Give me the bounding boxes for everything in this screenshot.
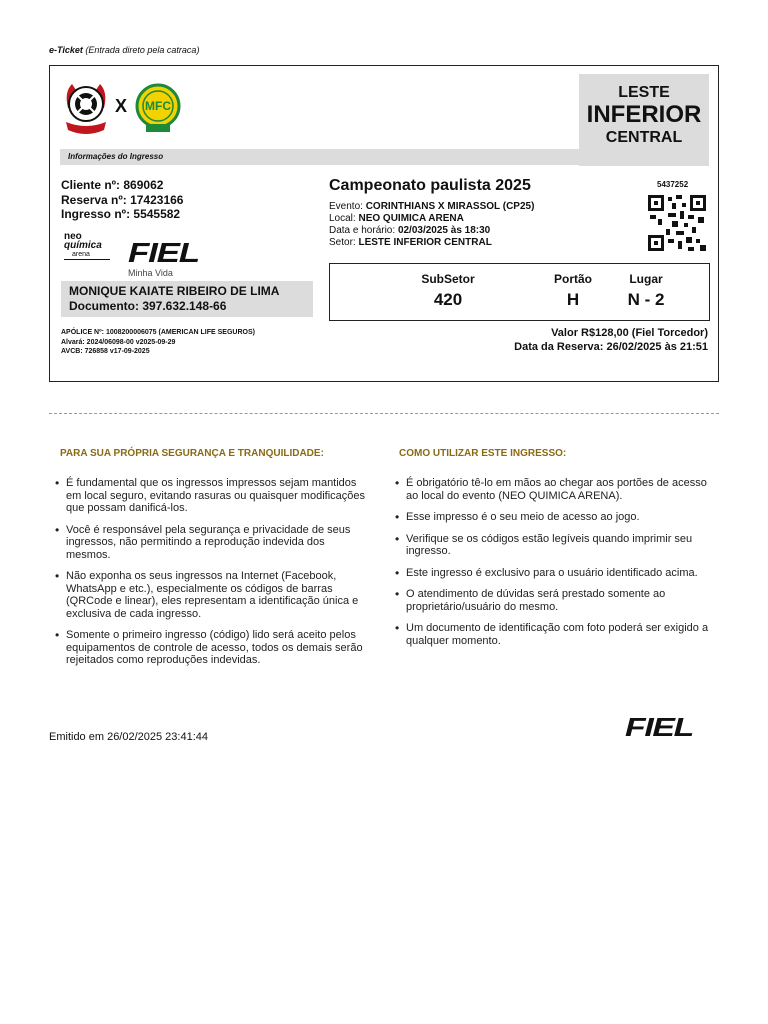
seat-col bbox=[614, 272, 678, 310]
subsector-col bbox=[408, 272, 488, 310]
info-bar bbox=[60, 149, 709, 165]
client-info bbox=[61, 178, 183, 222]
corinthians-crest-icon bbox=[62, 78, 110, 138]
permit-line: Alvará: 2024/06098-00 v2025-09-29 bbox=[61, 338, 176, 346]
sector-line: Setor: LESTE INFERIOR CENTRAL bbox=[329, 237, 492, 248]
holder-name: MONIQUE KAIATE RIBEIRO DE LIMA bbox=[69, 284, 280, 298]
sector-line-2: INFERIOR bbox=[586, 101, 702, 128]
list-item: • É fundamental que os ingressos impressos sejam mantidos em local seguro, evitando rasuras ou quaisquer modificações que possam danificá-los. bbox=[53, 477, 371, 515]
seat-info-box bbox=[329, 263, 710, 321]
event-details bbox=[329, 201, 534, 249]
safety-list bbox=[53, 477, 371, 667]
usage-section bbox=[393, 448, 719, 656]
safety-title: PARA SUA PRÓPRIA SEGURANÇA E TRANQUILIDADE: bbox=[60, 448, 324, 459]
list-item: • Este ingresso é exclusivo para o usuário identificado acima. bbox=[393, 567, 719, 580]
venue-line: Local: NEO QUIMICA ARENA bbox=[329, 213, 464, 224]
list-item: • É obrigatório tê-lo em mãos ao chegar aos portões de acesso ao local do evento (NEO QUIMICA ARENA). bbox=[393, 477, 719, 502]
ticket-id-number: Ingresso nº: 5545582 bbox=[61, 207, 181, 221]
info-bar-label: Informações do Ingresso bbox=[68, 152, 164, 161]
list-item: • Esse impresso é o seu meio de acesso ao jogo. bbox=[393, 511, 719, 524]
eticket-note: (Entrada direto pela catraca) bbox=[85, 45, 200, 55]
price-value: Valor R$128,00 (Fiel Torcedor) bbox=[551, 327, 708, 339]
emitted-timestamp: Emitido em 26/02/2025 23:41:44 bbox=[49, 731, 209, 743]
ticket-holder bbox=[61, 281, 313, 317]
list-item: • Somente o primeiro ingresso (código) lido será aceito pelos equipamentos de controle de acesso, todos os demais serão rejeitados como reproduções indevidas. bbox=[53, 629, 371, 667]
versus-label: X bbox=[115, 96, 128, 116]
usage-list bbox=[393, 477, 719, 647]
ticket-card bbox=[49, 65, 719, 382]
subsector-label: SubSetor bbox=[421, 272, 475, 286]
avcb-line: AVCB: 726858 v17-09-2025 bbox=[61, 348, 150, 355]
list-item: • Verifique se os códigos estão legíveis quando imprimir seu ingresso. bbox=[393, 533, 719, 558]
subsector-value: 420 bbox=[433, 290, 463, 309]
seat-label: Lugar bbox=[629, 272, 663, 286]
ticket-number: 5437252 bbox=[657, 180, 689, 189]
policy-line: APÓLICE Nº: 1008200006075 (AMERICAN LIFE SEGUROS) bbox=[61, 329, 255, 336]
event-title: Campeonato paulista 2025 bbox=[329, 177, 531, 194]
reservation-date: Data da Reserva: 26/02/2025 às 21:51 bbox=[514, 341, 708, 353]
event-line: Evento: CORINTHIANS X MIRASSOL (CP25) bbox=[329, 201, 535, 212]
safety-section bbox=[53, 448, 371, 676]
fiel-footer-logo: FIEL bbox=[625, 712, 694, 742]
match-crests bbox=[62, 78, 182, 138]
client-number: Cliente nº: 869062 bbox=[61, 178, 164, 192]
sector-line-3: CENTRAL bbox=[605, 129, 683, 146]
price-info bbox=[514, 326, 708, 354]
gate-col bbox=[540, 272, 606, 310]
gate-label: Portão bbox=[553, 272, 592, 286]
holder-document: Documento: 397.632.148-66 bbox=[69, 299, 227, 313]
policy-info bbox=[61, 328, 255, 357]
seat-value: N - 2 bbox=[627, 290, 665, 309]
gate-value: H bbox=[566, 290, 580, 309]
reservation-number: Reserva nº: 17423166 bbox=[61, 192, 184, 207]
list-item: • O atendimento de dúvidas será prestado somente ao proprietário/usuário do mesmo. bbox=[393, 588, 719, 613]
neo-quimica-arena-logo: neo química arena bbox=[64, 232, 116, 266]
eticket-header bbox=[49, 45, 199, 55]
usage-title: COMO UTILIZAR ESTE INGRESSO: bbox=[399, 448, 567, 459]
eticket-label: e-Ticket bbox=[49, 45, 83, 55]
datetime-line: Data e horário: 02/03/2025 às 18:30 bbox=[329, 225, 491, 236]
list-item: • Não exponha os seus ingressos na Internet (Facebook, WhatsApp e etc.), especialmente os códigos de barras (QRCode e linear), eles representam a identificação única e exclusiva de cada ingresso. bbox=[53, 570, 371, 620]
svg-text:MFC: MFC bbox=[145, 99, 171, 113]
cut-line-divider bbox=[49, 413, 719, 414]
fiel-logo: FIEL Minha Vida bbox=[128, 237, 199, 278]
mirassol-crest-icon bbox=[134, 80, 182, 138]
sector-line-1: LESTE bbox=[618, 84, 670, 101]
qr-code-icon bbox=[648, 195, 706, 251]
list-item: • Você é responsável pela segurança e privacidade de seus ingressos, não permitindo a reprodução indevida dos mesmos. bbox=[53, 524, 371, 562]
list-item: • Um documento de identificação com foto poderá ser exigido a qualquer momento. bbox=[393, 622, 719, 647]
